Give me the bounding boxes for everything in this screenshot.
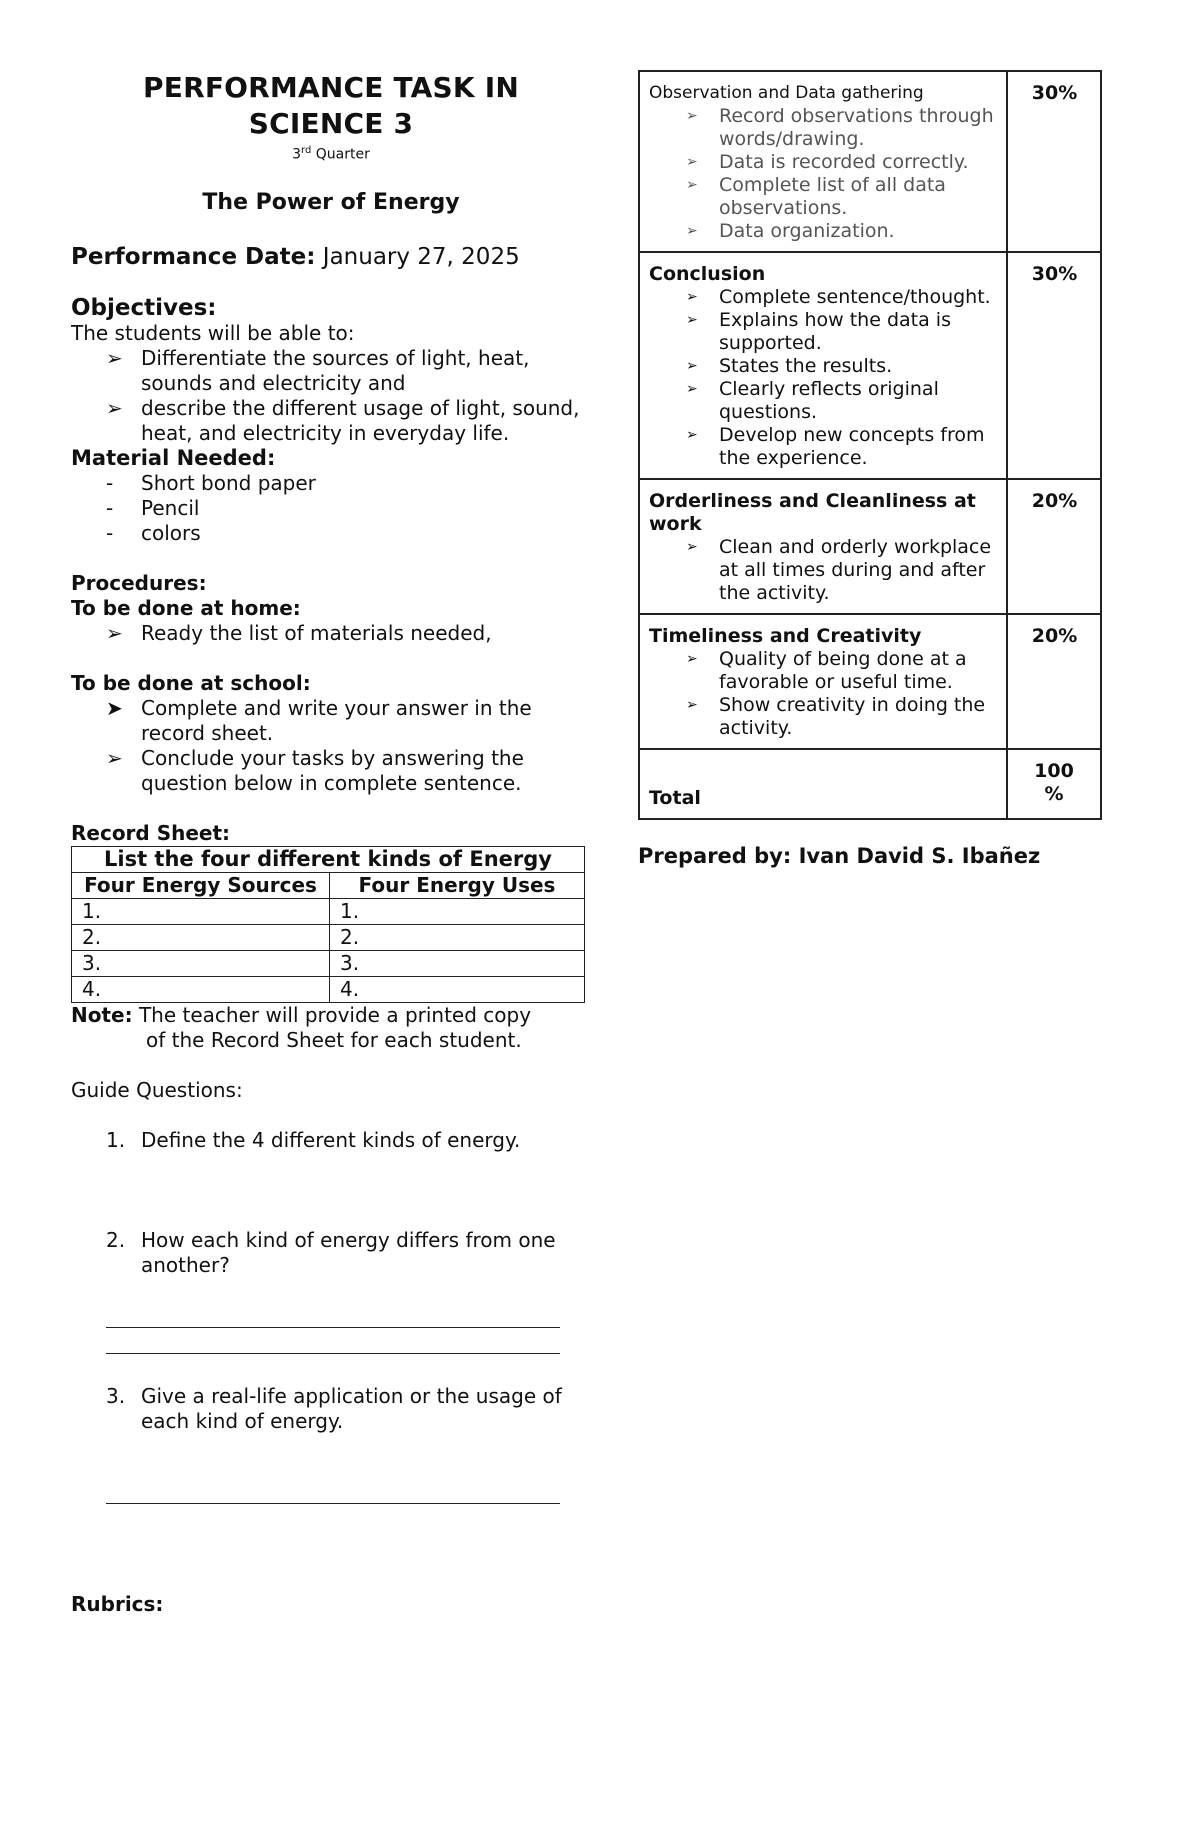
list-item — [686, 536, 998, 605]
rubric-item-text: Complete list of all data observations. — [719, 174, 946, 219]
table-cell[interactable] — [330, 976, 585, 1002]
rubric-item-text: States the results. — [719, 355, 893, 377]
home-heading: To be done at home: — [71, 595, 301, 620]
rubric-item-text: Clean and orderly workplace at all times during and after the activity. — [719, 536, 992, 604]
list-item — [686, 309, 998, 355]
note-label: Note: — [71, 1002, 133, 1027]
left-column — [71, 70, 591, 1617]
list-item — [686, 424, 998, 470]
list-item — [106, 521, 591, 546]
list-item — [106, 346, 591, 396]
table-row — [72, 924, 585, 950]
row-number: 2. — [340, 924, 360, 949]
home-list — [71, 621, 591, 646]
record-sheet-table — [71, 846, 585, 1003]
record-col-sources: Four Energy Sources — [72, 872, 330, 898]
home-item-text: Ready the list of materials needed, — [141, 620, 492, 645]
guide-heading: Guide Questions: — [71, 1077, 243, 1102]
guide-list — [71, 1228, 591, 1278]
dash-bullet-icon: - — [106, 520, 114, 545]
rubric-criteria-cell — [639, 71, 1007, 252]
row-number: 4. — [82, 976, 102, 1001]
list-item — [686, 378, 998, 424]
list-item — [686, 286, 998, 309]
rubric-item-text: Show creativity in doing the activity. — [719, 694, 986, 739]
question-number: 2. — [106, 1227, 126, 1252]
question-text: Give a real-life application or the usage of each kind of energy. — [141, 1383, 562, 1433]
materials-heading: Material Needed: — [71, 445, 276, 470]
table-row — [72, 950, 585, 976]
arrow-bullet-icon: ➢ — [106, 395, 123, 420]
guide-list — [71, 1384, 591, 1434]
school-list — [71, 696, 591, 796]
rubric-total-percent: 100 % — [1007, 749, 1101, 819]
arrow-bullet-icon: ➢ — [686, 289, 698, 305]
note-text: The teacher will provide a printed copy — [132, 1002, 532, 1027]
rubric-item-text: Data is recorded correctly. — [719, 151, 969, 173]
material-text: Pencil — [141, 495, 200, 520]
record-sheet-heading: Record Sheet: — [71, 820, 231, 845]
table-row — [72, 976, 585, 1002]
arrow-bullet-icon: ➢ — [686, 223, 698, 239]
rubrics-label: Rubrics: — [71, 1591, 164, 1616]
arrow-bullet-icon: ➢ — [686, 312, 698, 328]
rubric-percent: 20% — [1007, 614, 1101, 749]
objective-text: describe the different usage of light, sound, heat, and electricity in everyday life. — [141, 395, 580, 445]
arrow-bullet-icon: ➢ — [106, 345, 123, 370]
row-number: 3. — [82, 950, 102, 975]
note-text-2: of the Record Sheet for each student. — [146, 1027, 522, 1052]
rubric-criteria-cell — [639, 614, 1007, 749]
rubric-items — [649, 286, 998, 470]
row-number: 1. — [340, 898, 360, 923]
total-label: Total — [649, 787, 701, 809]
quarter-suffix: rd — [301, 145, 312, 156]
question-number: 3. — [106, 1383, 126, 1408]
rubric-percent: 20% — [1007, 479, 1101, 614]
arrow-bullet-icon: ➢ — [686, 177, 698, 193]
dash-bullet-icon: - — [106, 495, 114, 520]
rubric-category: Observation and Data gathering — [649, 83, 924, 103]
rubric-table — [638, 70, 1102, 820]
table-cell[interactable] — [330, 898, 585, 924]
title-line-2: SCIENCE 3 — [248, 107, 414, 140]
rubric-criteria-cell — [639, 252, 1007, 479]
rubric-items — [649, 536, 998, 605]
prepared-label: Prepared by: — [638, 844, 792, 868]
list-item — [106, 621, 591, 646]
rubric-item-text: Develop new concepts from the experience. — [719, 424, 985, 469]
list-item — [106, 1228, 591, 1278]
table-row — [639, 252, 1101, 479]
objectives-list — [71, 346, 591, 446]
list-item — [106, 396, 591, 446]
rubric-items — [649, 648, 998, 740]
arrow-bullet-icon: ➤ — [106, 695, 123, 720]
record-table-title: List the four different kinds of Energy — [72, 846, 585, 872]
row-number: 3. — [340, 950, 360, 975]
guide-list — [71, 1128, 591, 1153]
rubric-percent: 30% — [1007, 252, 1101, 479]
list-item — [106, 496, 591, 521]
rubric-category: Conclusion — [649, 263, 766, 285]
list-item — [686, 174, 998, 220]
objectives-intro: The students will be able to: — [71, 320, 355, 345]
list-item — [686, 151, 998, 174]
rubric-item-text: Clearly reflects original questions. — [719, 378, 939, 423]
list-item — [686, 648, 998, 694]
procedures-heading: Procedures: — [71, 570, 207, 595]
note — [71, 1003, 591, 1028]
table-cell[interactable] — [72, 898, 330, 924]
arrow-bullet-icon: ➢ — [686, 108, 698, 124]
rubric-category: Orderliness and Cleanliness at work — [649, 490, 976, 535]
list-item — [106, 746, 591, 796]
rubric-item-text: Explains how the data is supported. — [719, 309, 951, 354]
arrow-bullet-icon: ➢ — [686, 381, 698, 397]
question-text: Define the 4 different kinds of energy. — [141, 1127, 521, 1152]
school-item-text: Complete and write your answer in the record sheet. — [141, 695, 532, 745]
school-heading: To be done at school: — [71, 670, 311, 695]
list-item — [686, 220, 998, 243]
row-number: 2. — [82, 924, 102, 949]
page-title — [71, 70, 591, 142]
list-item — [106, 696, 591, 746]
table-cell[interactable] — [72, 950, 330, 976]
table-row — [639, 614, 1101, 749]
row-number: 4. — [340, 976, 360, 1001]
record-col-uses: Four Energy Uses — [330, 872, 585, 898]
list-item — [686, 105, 998, 151]
table-cell[interactable] — [330, 950, 585, 976]
material-text: Short bond paper — [141, 470, 316, 495]
right-column — [638, 70, 1102, 868]
arrow-bullet-icon: ➢ — [686, 539, 698, 555]
table-cell[interactable] — [72, 924, 330, 950]
list-item — [106, 471, 591, 496]
table-row — [639, 749, 1101, 819]
table-cell[interactable] — [330, 924, 585, 950]
prepared-name: Ivan David S. Ibañez — [798, 844, 1041, 868]
rubric-total-label — [639, 749, 1007, 819]
list-item — [686, 355, 998, 378]
performance-date-value: January 27, 2025 — [322, 243, 520, 270]
performance-date — [71, 245, 591, 270]
list-item — [106, 1384, 591, 1434]
arrow-bullet-icon: ➢ — [686, 427, 698, 443]
quarter-number: 3 — [292, 146, 302, 163]
rubric-item-text: Complete sentence/thought. — [719, 286, 991, 308]
material-text: colors — [141, 520, 201, 545]
arrow-bullet-icon: ➢ — [106, 620, 123, 645]
school-item-text: Conclude your tasks by answering the question below in complete sentence. — [141, 745, 524, 795]
arrow-bullet-icon: ➢ — [686, 358, 698, 374]
rubric-category: Timeliness and Creativity — [649, 625, 922, 647]
arrow-bullet-icon: ➢ — [686, 651, 698, 667]
title-line-1: PERFORMANCE TASK IN — [143, 71, 519, 104]
table-row — [639, 479, 1101, 614]
arrow-bullet-icon: ➢ — [106, 745, 123, 770]
rubric-criteria-cell — [639, 479, 1007, 614]
question-text: How each kind of energy differs from one another? — [141, 1227, 556, 1277]
objectives-heading: Objectives: — [71, 294, 217, 321]
rubric-item-text: Data organization. — [719, 220, 895, 242]
question-number: 1. — [106, 1127, 126, 1152]
table-cell[interactable] — [72, 976, 330, 1002]
materials-list — [71, 471, 591, 546]
arrow-bullet-icon: ➢ — [686, 154, 698, 170]
rubric-item-text: Record observations through words/drawing. — [719, 105, 994, 150]
list-item — [106, 1128, 591, 1153]
table-row — [639, 71, 1101, 252]
rubric-item-text: Quality of being done at a favorable or useful time. — [719, 648, 967, 693]
quarter-word: Quarter — [311, 146, 370, 163]
quarter-label — [71, 142, 591, 164]
rubric-percent: 30% — [1007, 71, 1101, 252]
subtitle: The Power of Energy — [202, 189, 460, 215]
dash-bullet-icon: - — [106, 470, 114, 495]
table-row — [72, 898, 585, 924]
arrow-bullet-icon: ➢ — [686, 697, 698, 713]
performance-label: Performance Date: — [71, 243, 316, 270]
row-number: 1. — [82, 898, 102, 923]
list-item — [686, 694, 998, 740]
prepared-by — [638, 844, 1102, 868]
objective-text: Differentiate the sources of light, heat, sounds and electricity and — [141, 345, 530, 395]
rubric-items — [649, 105, 998, 243]
